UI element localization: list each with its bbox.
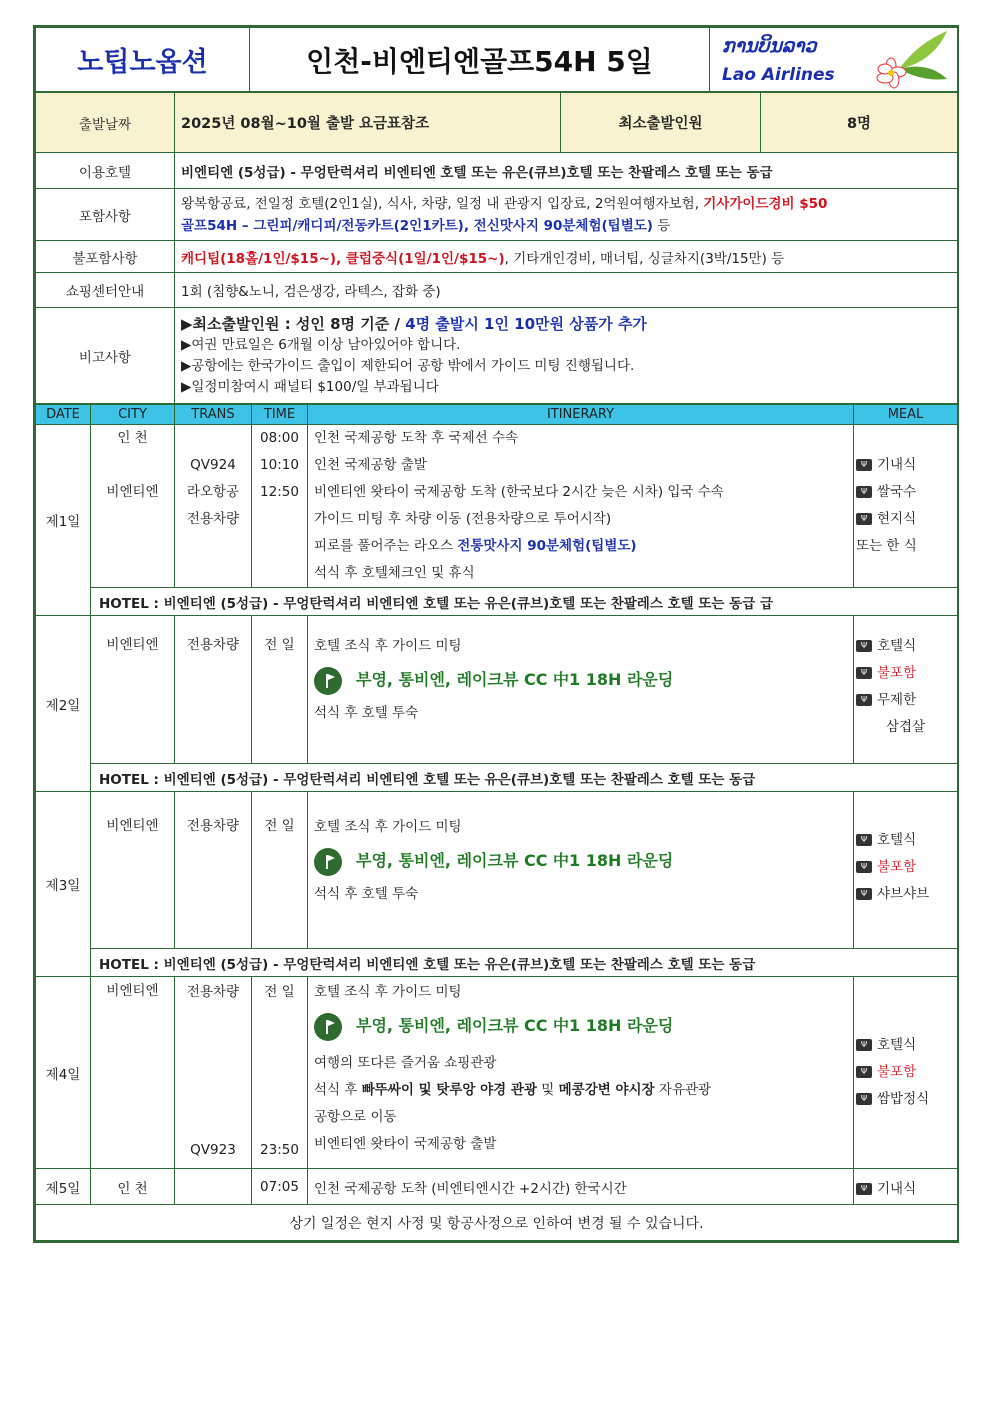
remarks-label: 비고사항 <box>36 308 175 404</box>
remark-2: ▶여권 만료일은 6개월 이상 남아있어야 합니다. <box>181 336 461 353</box>
min-pax-label: 최소출발인원 <box>561 93 761 153</box>
day4-it-6: 비엔티엔 왓타이 국제공항 출발 <box>314 1136 497 1152</box>
col-trans: TRANS <box>175 405 252 425</box>
meal-icon: Ψ <box>856 459 872 471</box>
day1-time <box>252 425 308 588</box>
lao-airlines-logo <box>710 28 958 92</box>
day3-trans: 전용차량 <box>175 792 252 949</box>
hotel-label: 이용호텔 <box>36 153 175 189</box>
day4-city: 비엔티엔 <box>91 977 175 1169</box>
day1-trans-2: 라오항공 <box>186 484 240 500</box>
itinerary-document <box>33 25 959 1243</box>
day1-trans-1: QV924 <box>190 457 236 473</box>
no-tip-title: 노팁노옵션 <box>36 28 250 92</box>
meal-icon: Ψ <box>856 834 872 846</box>
golf-flag-icon <box>314 667 342 695</box>
col-itinerary: ITINERARY <box>308 405 854 425</box>
day3-itinerary <box>308 792 854 949</box>
day3-it-3: 석식 후 호텔 투숙 <box>314 886 419 902</box>
day3-hotel: HOTEL : 비엔티엔 (5성급) - 무엉탄럭셔리 비엔티엔 호텔 또는 유은(큐브)호텔 또는 찬팔레스 호텔 또는 동급 <box>91 949 958 977</box>
meal-icon: Ψ <box>856 1183 872 1195</box>
day4-it-4c: 및 <box>537 1082 559 1098</box>
day4-it-4a: 석식 후 <box>314 1082 362 1098</box>
included-text-1: 왕복항공료, 전일정 호텔(2인1실), 식사, 차량, 일정 내 관광지 입장료, 2억원여행자보험, <box>181 195 704 212</box>
day2-meal-3: 무제한 <box>877 692 917 708</box>
excluded-value <box>175 241 958 273</box>
day1-label: 제1일 <box>36 425 91 616</box>
day3-meal-3: 샤브샤브 <box>877 886 930 902</box>
day2-meal-1: 호텔식 <box>877 638 917 654</box>
hotel-value: 비엔티엔 (5성급) - 무엉탄럭셔리 비엔티엔 호텔 또는 유은(큐브)호텔 또는 찬팔레스 호텔 또는 동급 <box>175 153 958 189</box>
meal-icon: Ψ <box>856 1066 872 1078</box>
golf-flag-icon <box>314 1013 342 1041</box>
shopping-value: 1회 (침향&노니, 검은생강, 라텍스, 잡화 중) <box>175 273 958 308</box>
day2-trans: 전용차량 <box>175 616 252 764</box>
day1-itinerary <box>308 425 854 588</box>
day1-massage-text: 전통맛사지 90분체험(팁별도) <box>457 538 637 554</box>
day4-golf-text: 부영, 통비엔, 레이크뷰 CC 中1 18H 라운딩 <box>356 1016 674 1035</box>
day1-city-1: 인 천 <box>117 430 148 446</box>
included-label: 포함사항 <box>36 189 175 241</box>
day1-trans-3: 전용차량 <box>186 511 240 527</box>
day3-meal <box>854 792 958 949</box>
day2-city: 비엔티엔 <box>91 616 175 764</box>
day5-city: 인 천 <box>91 1169 175 1205</box>
day5-itinerary: 인천 국제공항 도착 (비엔티엔시간 +2시간) 한국시간 <box>308 1169 854 1205</box>
frangipani-icon <box>869 29 949 89</box>
day5-meal-1: 기내식 <box>877 1180 917 1197</box>
day4-label: 제4일 <box>36 977 91 1169</box>
day4-it-3: 여행의 또다른 즐거움 쇼핑관광 <box>314 1055 497 1071</box>
header-table <box>35 27 958 92</box>
golf-flag-icon <box>314 848 342 876</box>
remark-3: ▶공항에는 한국가이드 출입이 제한되어 공항 밖에서 가이드 미팅 진행됩니다. <box>181 357 635 374</box>
day1-trans <box>175 425 252 588</box>
day1-city-2: 비엔티엔 <box>106 484 159 500</box>
day4-it-4e: 자유관광 <box>654 1082 712 1098</box>
included-value <box>175 189 958 241</box>
remark-4: ▶일정미참여시 패널티 $100/일 부과됩니다 <box>181 378 439 395</box>
day4-flight: QV923 <box>190 1142 236 1158</box>
day1-city <box>91 425 175 588</box>
day2-meal-2: 불포함 <box>877 665 917 681</box>
day1-time-2: 10:10 <box>260 457 299 473</box>
day4-time-end: 23:50 <box>260 1142 299 1158</box>
day3-meal-1: 호텔식 <box>877 832 917 848</box>
meal-icon: Ψ <box>856 694 872 706</box>
logo-en-text: Lao Airlines <box>722 64 835 85</box>
day1-meal-3: 현지식 <box>877 511 917 527</box>
schedule-table <box>35 404 958 1241</box>
day1-meal-4: 또는 한 식 <box>856 538 917 554</box>
day4-it-4d: 메콩강변 야시장 <box>558 1082 655 1098</box>
day4-meal-1: 호텔식 <box>877 1037 917 1053</box>
day1-meal <box>854 425 958 588</box>
min-pax-value: 8명 <box>761 93 958 153</box>
day2-itinerary <box>308 616 854 764</box>
day4-time-1: 전 일 <box>264 984 295 1000</box>
day4-time <box>252 977 308 1169</box>
col-city: CITY <box>91 405 175 425</box>
meal-icon: Ψ <box>856 486 872 498</box>
meal-icon: Ψ <box>856 513 872 525</box>
day3-meal-2: 불포함 <box>877 859 917 875</box>
day4-meal-3: 쌈밥정식 <box>877 1091 930 1107</box>
info-table <box>35 92 958 404</box>
day1-hotel: HOTEL : 비엔티엔 (5성급) - 무엉탄럭셔리 비엔티엔 호텔 또는 유은(큐브)호텔 또는 찬팔레스 호텔 또는 동급 급 <box>91 588 958 616</box>
departure-value: 2025년 08월~10월 출발 요금표참조 <box>175 93 561 153</box>
day1-it-1: 인천 국제공항 도착 후 국제선 수속 <box>314 430 519 446</box>
day1-it-6: 석식 후 호텔체크인 및 휴식 <box>314 565 475 581</box>
col-date: DATE <box>36 405 91 425</box>
day4-it-4b: 빠뚜싸이 및 탓루앙 야경 관광 <box>361 1082 538 1098</box>
day4-itinerary <box>308 977 854 1169</box>
day3-city: 비엔티엔 <box>91 792 175 949</box>
meal-icon: Ψ <box>856 667 872 679</box>
remarks-value <box>175 308 958 404</box>
day5-time: 07:05 <box>252 1169 308 1205</box>
day5-label: 제5일 <box>36 1169 91 1205</box>
tour-title: 인천-비엔티엔골프54H 5일 <box>250 28 710 92</box>
day3-time: 전 일 <box>252 792 308 949</box>
day5-meal <box>854 1169 958 1205</box>
day1-it-2: 인천 국제공항 출발 <box>314 457 427 473</box>
meal-icon: Ψ <box>856 1039 872 1051</box>
excluded-label: 불포함사항 <box>36 241 175 273</box>
logo-lao-text: ການບິນລາວ <box>722 34 817 57</box>
day4-it-5: 공항으로 이동 <box>314 1109 397 1125</box>
excluded-tail-text: , 기타개인경비, 매너팁, 싱글차지(3박/15만) 등 <box>504 250 785 267</box>
day4-trans <box>175 977 252 1169</box>
col-meal: MEAL <box>854 405 958 425</box>
day4-it-1: 호텔 조식 후 가이드 미팅 <box>314 984 462 1000</box>
excluded-red-text: 캐디팁(18홀/1인/$15~), 클럽중식(1일/1인/$15~) <box>181 250 505 267</box>
day5-trans <box>175 1169 252 1205</box>
day2-it-3: 석식 후 호텔 투숙 <box>314 705 419 721</box>
meal-icon: Ψ <box>856 1093 872 1105</box>
day2-meal <box>854 616 958 764</box>
included-text-tail: 등 <box>652 217 671 234</box>
remark-1-blue: 4명 출발시 1인 10만원 상품가 추가 <box>405 314 647 333</box>
day1-it-3: 비엔티엔 왓타이 국제공항 도착 (한국보다 2시간 늦은 시차) 입국 수속 <box>314 484 724 500</box>
day3-golf-text: 부영, 통비엔, 레이크뷰 CC 中1 18H 라운딩 <box>356 851 674 870</box>
day2-it-1: 호텔 조식 후 가이드 미팅 <box>314 638 462 654</box>
col-time: TIME <box>252 405 308 425</box>
day2-label: 제2일 <box>36 616 91 792</box>
day2-hotel: HOTEL : 비엔티엔 (5성급) - 무엉탄럭셔리 비엔티엔 호텔 또는 유은(큐브)호텔 또는 찬팔레스 호텔 또는 동급 <box>91 764 958 792</box>
day1-time-3: 12:50 <box>260 484 299 500</box>
day3-label: 제3일 <box>36 792 91 977</box>
meal-icon: Ψ <box>856 640 872 652</box>
footer-note: 상기 일정은 현지 사정 및 항공사정으로 인하여 변경 될 수 있습니다. <box>36 1205 958 1241</box>
day1-time-1: 08:00 <box>260 430 299 446</box>
guide-fee-text: 기사가이드경비 $50 <box>703 195 828 212</box>
day2-time: 전 일 <box>252 616 308 764</box>
meal-icon: Ψ <box>856 888 872 900</box>
departure-label: 출발날짜 <box>36 93 175 153</box>
shopping-label: 쇼핑센터안내 <box>36 273 175 308</box>
day1-it-5: 피로를 풀어주는 라오스 <box>314 538 458 554</box>
meal-icon: Ψ <box>856 861 872 873</box>
day1-it-4: 가이드 미팅 후 차량 이동 (전용차량으로 투어시작) <box>314 511 612 527</box>
day1-meal-1: 기내식 <box>877 457 917 473</box>
day3-it-1: 호텔 조식 후 가이드 미팅 <box>314 819 462 835</box>
day4-meal <box>854 977 958 1169</box>
golf-included-text: 골프54H – 그린피/캐디피/전동카트(2인1카트), 전신맛사지 90분체험(팁별도) <box>181 217 653 234</box>
day4-trans-1: 전용차량 <box>186 984 240 1000</box>
remark-1: ▶최소출발인원 : 성인 8명 기준 / <box>181 314 406 333</box>
day2-golf-text: 부영, 통비엔, 레이크뷰 CC 中1 18H 라운딩 <box>356 670 674 689</box>
day4-meal-2: 불포함 <box>877 1064 917 1080</box>
day2-meal-4: 삼겹살 <box>885 719 926 735</box>
day1-meal-2: 쌀국수 <box>877 484 917 500</box>
